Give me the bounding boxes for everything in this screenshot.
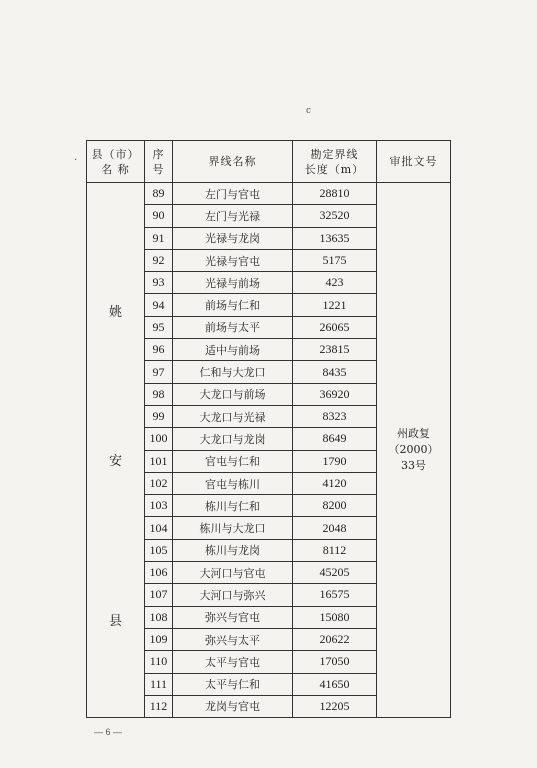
boundary-name-cell: 仁和与大龙口: [173, 361, 293, 383]
length-cell: 32520: [293, 205, 377, 227]
boundary-name-cell: 栋川与龙岗: [173, 539, 293, 561]
seq-cell: 95: [145, 316, 173, 338]
seq-cell: 105: [145, 539, 173, 561]
seq-cell: 106: [145, 562, 173, 584]
boundary-name-cell: 龙岗与官屯: [173, 695, 293, 717]
length-cell: 28810: [293, 183, 377, 205]
length-cell: 41650: [293, 673, 377, 695]
header-seq: [145, 141, 173, 183]
length-cell: 8649: [293, 428, 377, 450]
boundary-name-cell: 光禄与前场: [173, 272, 293, 294]
length-cell: 13635: [293, 227, 377, 249]
boundary-name-cell: 大河口与官屯: [173, 562, 293, 584]
seq-cell: 111: [145, 673, 173, 695]
table-row: [87, 183, 451, 205]
county-name-char: 安: [108, 454, 122, 470]
approval-line: 州政复: [397, 427, 430, 441]
seq-cell: 102: [145, 472, 173, 494]
seq-cell: 96: [145, 339, 173, 361]
length-cell: 12205: [293, 695, 377, 717]
approval-line: （2000）: [388, 443, 439, 457]
header-boundary-name: 界线名称: [173, 141, 293, 183]
length-cell: 8112: [293, 539, 377, 561]
boundary-table: [86, 140, 451, 718]
seq-cell: 93: [145, 272, 173, 294]
boundary-name-cell: 大龙口与龙岗: [173, 428, 293, 450]
boundary-name-cell: 弥兴与官屯: [173, 606, 293, 628]
header-seq-line1: 序: [152, 147, 165, 161]
seq-cell: 97: [145, 361, 173, 383]
seq-cell: 110: [145, 651, 173, 673]
header-length-line2: 长度（m）: [304, 162, 365, 176]
seq-cell: 108: [145, 606, 173, 628]
header-county-line2: 名 称: [101, 162, 130, 176]
approval-cell: [377, 183, 451, 718]
length-cell: 1221: [293, 294, 377, 316]
county-name-char: 姚: [108, 304, 122, 320]
seq-cell: 92: [145, 249, 173, 271]
length-cell: 45205: [293, 562, 377, 584]
seq-cell: 107: [145, 584, 173, 606]
header-length-line1: 勘定界线: [310, 147, 359, 161]
length-cell: 8435: [293, 361, 377, 383]
seq-cell: 98: [145, 383, 173, 405]
boundary-name-cell: 适中与前场: [173, 339, 293, 361]
seq-cell: 99: [145, 405, 173, 427]
header-county: [87, 141, 145, 183]
seq-cell: 94: [145, 294, 173, 316]
seq-cell: 109: [145, 628, 173, 650]
length-cell: 36920: [293, 383, 377, 405]
length-cell: 20622: [293, 628, 377, 650]
boundary-name-cell: 前场与太平: [173, 316, 293, 338]
length-cell: 15080: [293, 606, 377, 628]
boundary-name-cell: 官屯与栋川: [173, 472, 293, 494]
scan-mark: c: [306, 106, 312, 116]
seq-cell: 90: [145, 205, 173, 227]
boundary-name-cell: 太平与官屯: [173, 651, 293, 673]
seq-cell: 112: [145, 695, 173, 717]
header-approval: 审批文号: [377, 141, 451, 183]
boundary-name-cell: 栋川与大龙口: [173, 517, 293, 539]
boundary-name-cell: 大龙口与光禄: [173, 405, 293, 427]
county-name-char: 县: [108, 614, 122, 630]
length-cell: 26065: [293, 316, 377, 338]
boundary-name-cell: 大河口与弥兴: [173, 584, 293, 606]
seq-cell: 91: [145, 227, 173, 249]
boundary-name-cell: 左门与官屯: [173, 183, 293, 205]
length-cell: 5175: [293, 249, 377, 271]
length-cell: 2048: [293, 517, 377, 539]
seq-cell: 103: [145, 495, 173, 517]
boundary-name-cell: 左门与光禄: [173, 205, 293, 227]
boundary-name-cell: 光禄与官屯: [173, 249, 293, 271]
header-seq-line2: 号: [152, 162, 165, 176]
seq-cell: 100: [145, 428, 173, 450]
county-name-cell: [87, 183, 145, 718]
length-cell: 8323: [293, 405, 377, 427]
boundary-name-cell: 太平与仁和: [173, 673, 293, 695]
seq-cell: 101: [145, 450, 173, 472]
approval-line: 33号: [401, 459, 426, 473]
seq-cell: 104: [145, 517, 173, 539]
length-cell: 423: [293, 272, 377, 294]
seq-cell: 89: [145, 183, 173, 205]
length-cell: 8200: [293, 495, 377, 517]
length-cell: 16575: [293, 584, 377, 606]
length-cell: 1790: [293, 450, 377, 472]
boundary-name-cell: 官屯与仁和: [173, 450, 293, 472]
boundary-name-cell: 弥兴与太平: [173, 628, 293, 650]
length-cell: 17050: [293, 651, 377, 673]
header-length: [293, 141, 377, 183]
page-number: — 6 —: [94, 727, 123, 737]
boundary-name-cell: 前场与仁和: [173, 294, 293, 316]
boundary-name-cell: 光禄与龙岗: [173, 227, 293, 249]
boundary-name-cell: 大龙口与前场: [173, 383, 293, 405]
boundary-name-cell: 栋川与仁和: [173, 495, 293, 517]
length-cell: 23815: [293, 339, 377, 361]
margin-dot: ·: [74, 155, 78, 166]
header-row: [87, 141, 451, 183]
length-cell: 4120: [293, 472, 377, 494]
header-county-line1: 县（市）: [91, 147, 140, 161]
